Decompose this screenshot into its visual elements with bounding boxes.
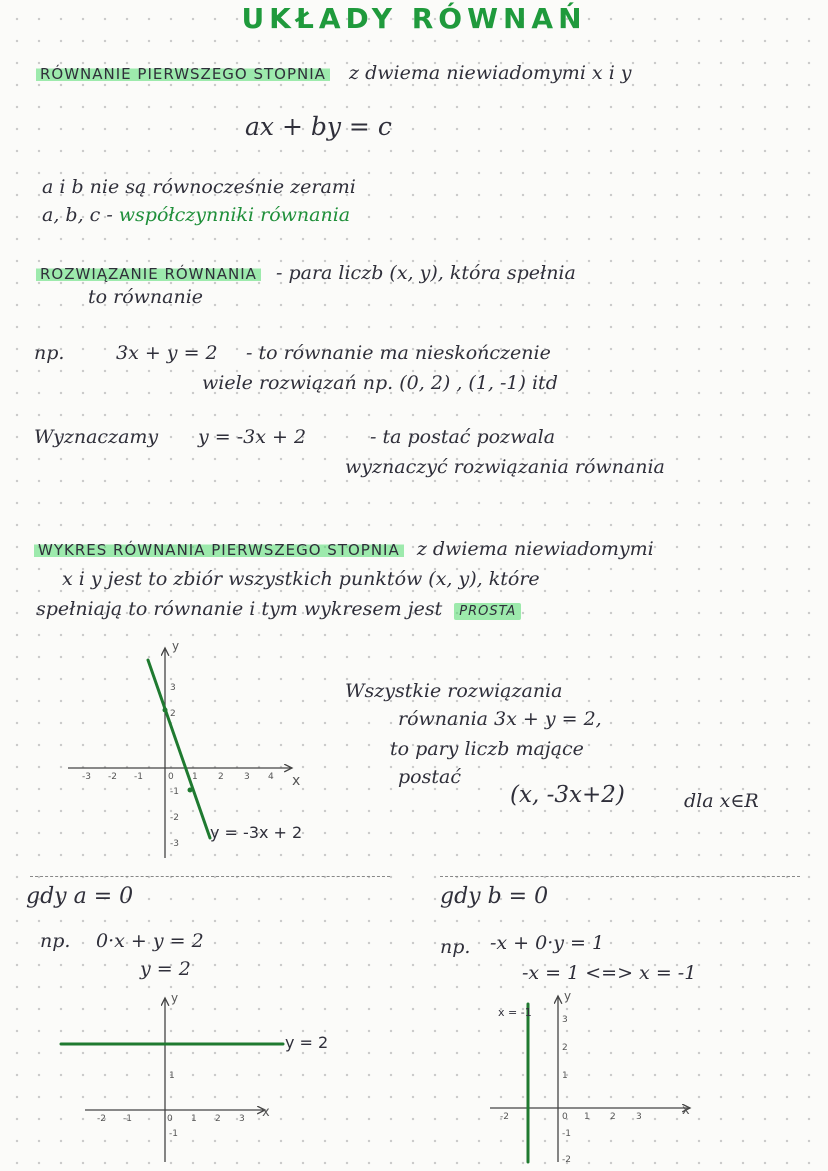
y-tick-3: 3 <box>562 1015 568 1025</box>
case-b-line-label: x = -1 <box>498 1006 532 1019</box>
x-tick-1: 1 <box>192 772 198 782</box>
section1-heading: RÓWNANIE PIERWSZEGO STOPNIA <box>36 65 330 83</box>
x-tick-0: 0 <box>167 1114 173 1124</box>
section3-line3: spełniają to równanie i tym wykresem jest <box>36 598 443 620</box>
section2-heading-row <box>36 262 576 284</box>
case-a-heading: gdy a = 0 <box>26 884 134 909</box>
y-tick-m1: -1 <box>170 787 179 797</box>
x-tick-m2: -2 <box>500 1112 509 1122</box>
x-tick-2: 2 <box>218 772 224 782</box>
graph-line-y-equals-2 <box>55 990 355 1165</box>
note-line3: to pary liczb mające <box>390 738 584 760</box>
section2-heading: ROZWIĄZANIE RÓWNANIA <box>36 265 261 283</box>
y-axis-label: y <box>172 639 180 653</box>
y-axis-label: y <box>171 991 179 1005</box>
x-tick-4: 4 <box>268 772 274 782</box>
derive-equation: y = -3x + 2 <box>198 426 307 448</box>
section1-heading-row <box>36 62 632 84</box>
point-0-2 <box>163 708 168 713</box>
section3-line2: x i y jest to zbiór wszystkich punktów (x, y), które <box>62 568 540 590</box>
note-line4: postać <box>398 766 461 788</box>
case-a-label: np. <box>40 930 71 952</box>
x-tick-0: 0 <box>562 1112 568 1122</box>
section2-heading-rest2: to równanie <box>88 286 204 308</box>
y-tick-m2: -2 <box>562 1155 571 1165</box>
note-line6: dla x∈R <box>684 790 759 812</box>
x-tick-2: 2 <box>610 1112 616 1122</box>
case-b-heading: gdy b = 0 <box>440 884 549 909</box>
y-axis-label: y <box>564 989 572 1003</box>
x-axis-label: x <box>292 773 301 789</box>
coefficients-vars: a, b, c - <box>42 204 113 226</box>
general-formula: ax + by = c <box>245 112 392 141</box>
x-tick-1: 1 <box>584 1112 590 1122</box>
separator-right <box>440 876 800 877</box>
x-tick-m2: -2 <box>108 772 117 782</box>
y-tick-1: 1 <box>169 1071 175 1081</box>
prosta-highlight: PROSTA <box>454 603 521 620</box>
note-line1: Wszystkie rozwiązania <box>345 680 563 702</box>
case-b-eq1: -x + 0·y = 1 <box>490 932 605 954</box>
x-tick-3: 3 <box>636 1112 642 1122</box>
example-text2: wiele rozwiązań np. (0, 2) , (1, -1) itd <box>202 372 558 394</box>
y-tick-1: 1 <box>562 1071 568 1081</box>
derive-text: - ta postać pozwala <box>370 426 556 448</box>
case-a-eq1: 0·x + y = 2 <box>96 930 204 952</box>
point-1-m1 <box>188 788 193 793</box>
x-axis-label: x <box>682 1103 690 1118</box>
y-tick-2: 2 <box>562 1043 568 1053</box>
note-line5: (x, -3x+2) <box>510 782 625 808</box>
x-tick-m1: -1 <box>123 1114 132 1124</box>
x-tick-m3: -3 <box>82 772 91 782</box>
page-title: UKŁADY RÓWNAŃ <box>241 2 587 35</box>
separator-left <box>30 876 390 877</box>
x-tick-0: 0 <box>168 772 174 782</box>
section2-heading-rest: - para liczb (x, y), która spełnia <box>276 262 576 284</box>
x-tick-m2: -2 <box>97 1114 106 1124</box>
x-tick-m1: -1 <box>134 772 143 782</box>
example-equation: 3x + y = 2 <box>116 342 218 364</box>
case-b-label: np. <box>440 936 471 958</box>
x-axis-label: x <box>262 1105 270 1120</box>
x-tick-2: 2 <box>215 1114 221 1124</box>
y-tick-3: 3 <box>170 683 176 693</box>
derive-text2: wyznaczyć rozwiązania równania <box>345 456 665 478</box>
y-tick-m2: -2 <box>170 813 179 823</box>
section3-heading-row <box>34 538 654 560</box>
graph1-line-label: y = -3x + 2 <box>210 823 303 842</box>
x-tick-1: 1 <box>191 1114 197 1124</box>
example-label: np. <box>34 342 65 364</box>
coefficients-line <box>42 204 350 226</box>
y-tick-m1: -1 <box>562 1129 571 1139</box>
y-tick-2: 2 <box>170 709 176 719</box>
coefficients-term: współczynniki równania <box>118 204 351 226</box>
case-a-line-label: y = 2 <box>285 1033 329 1052</box>
case-b-eq2: -x = 1 <=> x = -1 <box>522 962 697 984</box>
section3-heading: WYKRES RÓWNANIA PIERWSZEGO STOPNIA <box>34 541 404 559</box>
graph-line-x-equals-minus-1 <box>470 990 710 1165</box>
note-line2: równania 3x + y = 2, <box>398 708 602 730</box>
x-tick-3: 3 <box>244 772 250 782</box>
section1-heading-rest: z dwiema niewiadomymi x i y <box>349 62 632 84</box>
example-text: - to równanie ma nieskończenie <box>246 342 551 364</box>
condition-line: a i b nie są równocześnie zerami <box>42 176 356 198</box>
x-tick-3: 3 <box>239 1114 245 1124</box>
graph-line-y-minus-3x-plus-2 <box>60 640 320 870</box>
section3-line3-row <box>36 598 521 620</box>
y-tick-m3: -3 <box>170 839 179 849</box>
y-tick-m1: -1 <box>169 1129 178 1139</box>
derive-label: Wyznaczamy <box>34 426 159 448</box>
graph-line-1 <box>148 660 210 838</box>
section3-heading-rest: z dwiema niewiadomymi <box>416 538 654 560</box>
case-a-eq2: y = 2 <box>140 958 191 980</box>
